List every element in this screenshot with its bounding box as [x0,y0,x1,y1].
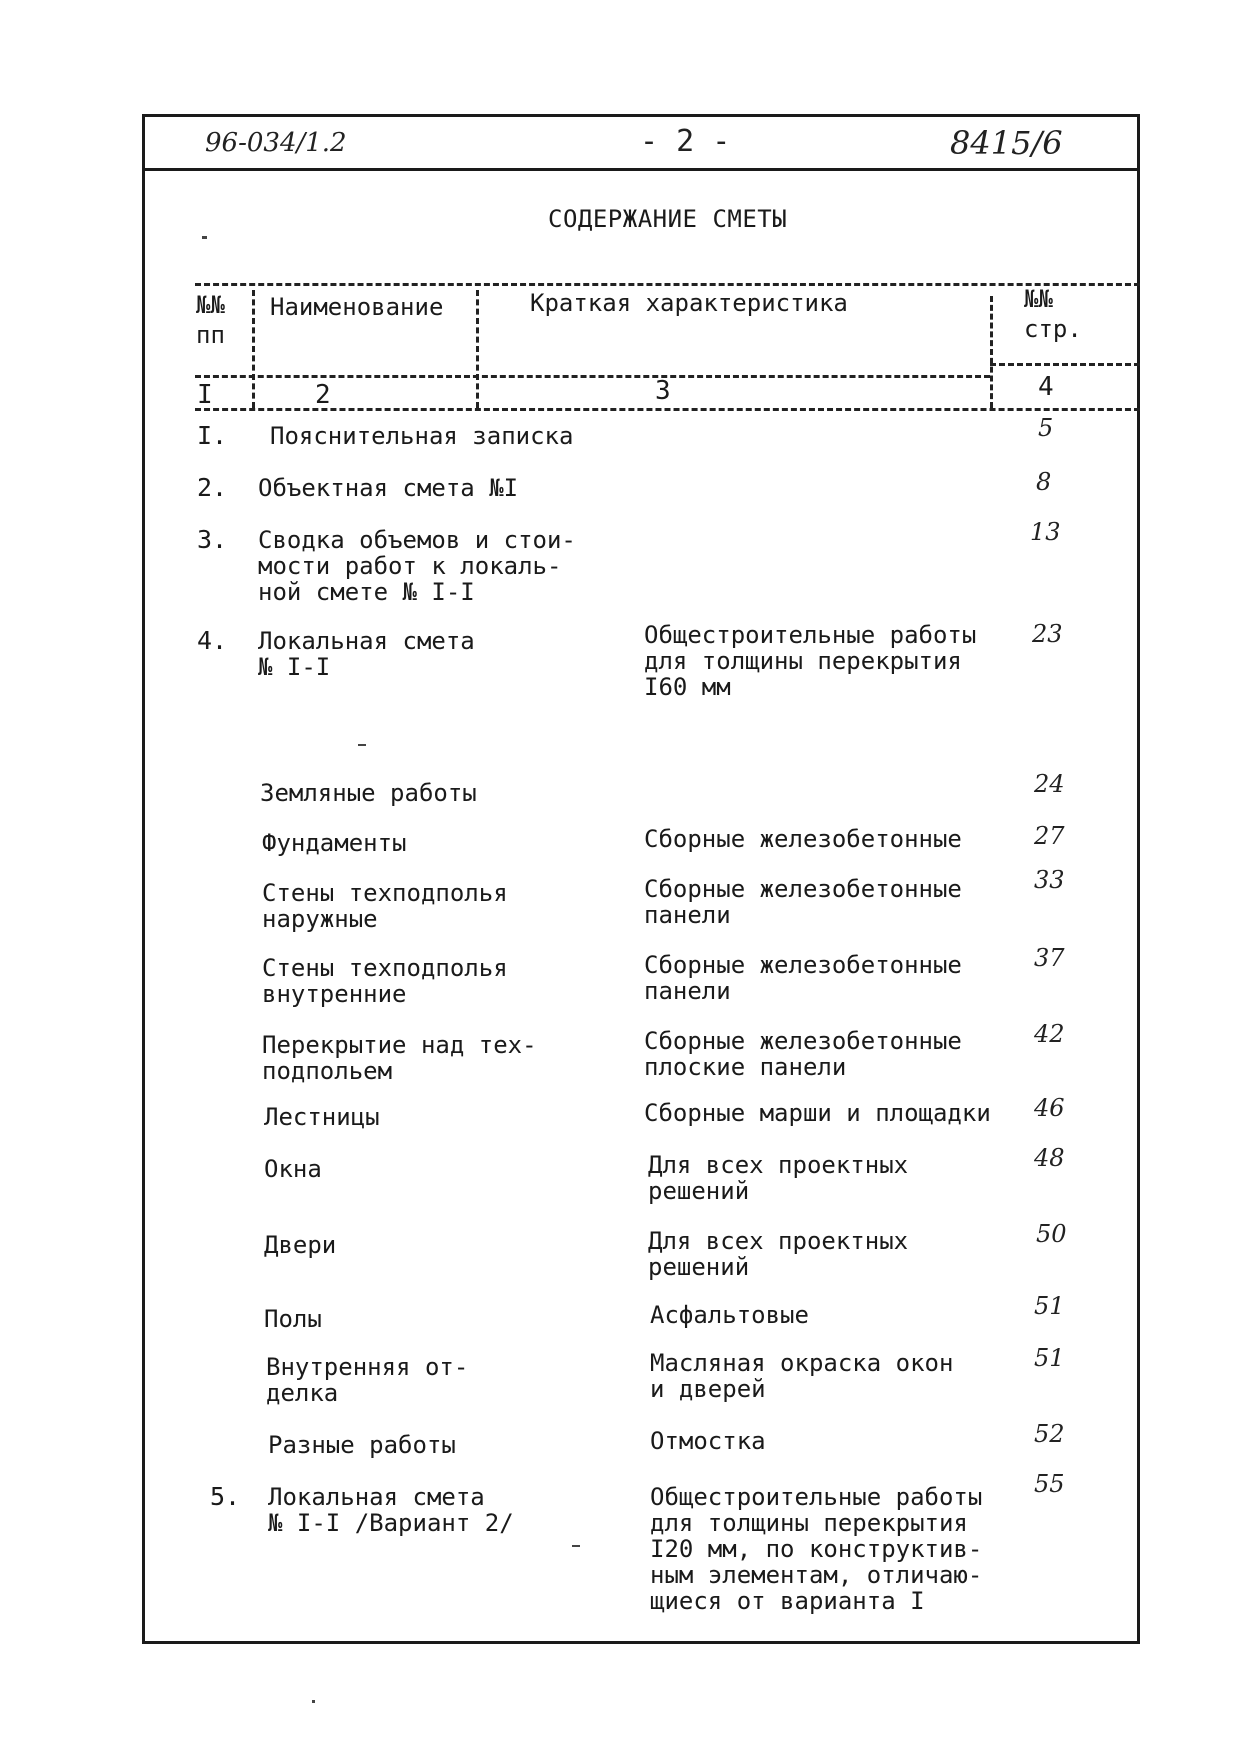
row-name: Полы [264,1305,322,1333]
document-code: 96-034/1.2 [205,128,347,158]
row-description: Сборные железобетонные [644,825,962,853]
row-page: 50 [1036,1220,1067,1248]
row-name: Окна [264,1155,322,1183]
row-page: 27 [1034,822,1065,850]
row-description: Для всех проектных решений [648,1227,909,1281]
row-page: 51 [1034,1292,1065,1320]
row-page: 37 [1034,944,1065,972]
header-divider-line-right [990,363,1140,366]
row-page: 33 [1034,866,1065,894]
row-number: 2. [197,473,228,502]
header-col-description: Краткая характеристика [530,289,848,317]
header-bottom-line [195,408,1140,411]
row-description: Сборные железобетонные плоские панели [644,1027,962,1081]
row-name: Земляные работы [260,779,477,807]
row-name: Сводка объемов и стои- мости работ к локаль- ной смете № I-I [258,526,576,606]
row-name: Лестницы [264,1103,380,1131]
row-description: Общестроительные работы для толщины перекрытия I60 мм [644,621,977,701]
row-description: Сборные железобетонные панели [644,951,962,1005]
column-separator-2 [476,290,479,408]
row-page: 8 [1036,468,1052,496]
page-number: - 2 - [640,124,731,159]
row-page: 52 [1034,1420,1065,1448]
row-number: 5. [210,1482,241,1511]
row-number: 4. [197,626,228,655]
row-page: 24 [1034,770,1065,798]
header-col-name: Наименование [270,293,444,321]
row-description: Асфальтовые [650,1301,809,1329]
row-description: Отмостка [650,1427,766,1455]
row-page: 51 [1034,1344,1065,1372]
column-separator-1 [252,290,255,408]
header-divider-line [195,375,990,378]
table-top-line [195,283,1140,286]
row-description: Сборные железобетонные панели [644,875,962,929]
column-number-4: 4 [1038,372,1054,402]
header-col-number: №№ пп [196,291,225,349]
row-description: Масляная окраска окон и дверей [650,1349,954,1403]
row-description: Общестроительные работы для толщины перекрытия I20 мм, по конструктив- ным элементам, отличаю- щиеся от варианта I [650,1483,983,1615]
column-number-3: 3 [655,376,671,406]
row-name: Двери [264,1231,337,1259]
row-page: 23 [1032,620,1063,648]
page-title: СОДЕРЖАНИЕ СМЕТЫ [548,205,788,233]
row-name: Объектная смета №I [258,474,519,502]
row-number: I. [197,421,228,450]
column-number-1: I [197,380,213,410]
row-page: 42 [1034,1020,1065,1048]
scan-speck [312,1700,315,1703]
row-name: Стены техподполья наружные [262,879,508,933]
scan-speck [358,744,366,746]
header-rule [142,168,1140,171]
row-number: 3. [197,525,228,554]
row-name: Стены техподполья внутренние [262,954,508,1008]
row-page: 13 [1030,518,1061,546]
column-number-2: 2 [315,380,331,410]
row-name: Перекрытие над тех- подпольем [262,1031,537,1085]
sheet-code: 8415/6 [950,124,1063,162]
row-page: 48 [1034,1144,1065,1172]
scan-speck [572,1545,580,1547]
row-description: Для всех проектных решений [648,1151,909,1205]
row-name: Локальная смета № I-I [258,627,475,681]
row-name: Фундаменты [262,829,407,857]
row-name: Внутренняя от- делка [266,1353,469,1407]
row-page: 55 [1034,1470,1065,1498]
row-name: Разные работы [268,1431,456,1459]
row-name: Пояснительная записка [270,422,574,450]
row-name: Локальная смета № I-I /Вариант 2/ [268,1483,514,1537]
row-page: 5 [1038,414,1054,442]
row-description: Сборные марши и площадки [644,1099,991,1127]
scan-speck [202,236,207,239]
header-col-page: №№ стр. [1024,285,1082,343]
column-separator-3 [990,296,993,408]
row-page: 46 [1034,1094,1065,1122]
